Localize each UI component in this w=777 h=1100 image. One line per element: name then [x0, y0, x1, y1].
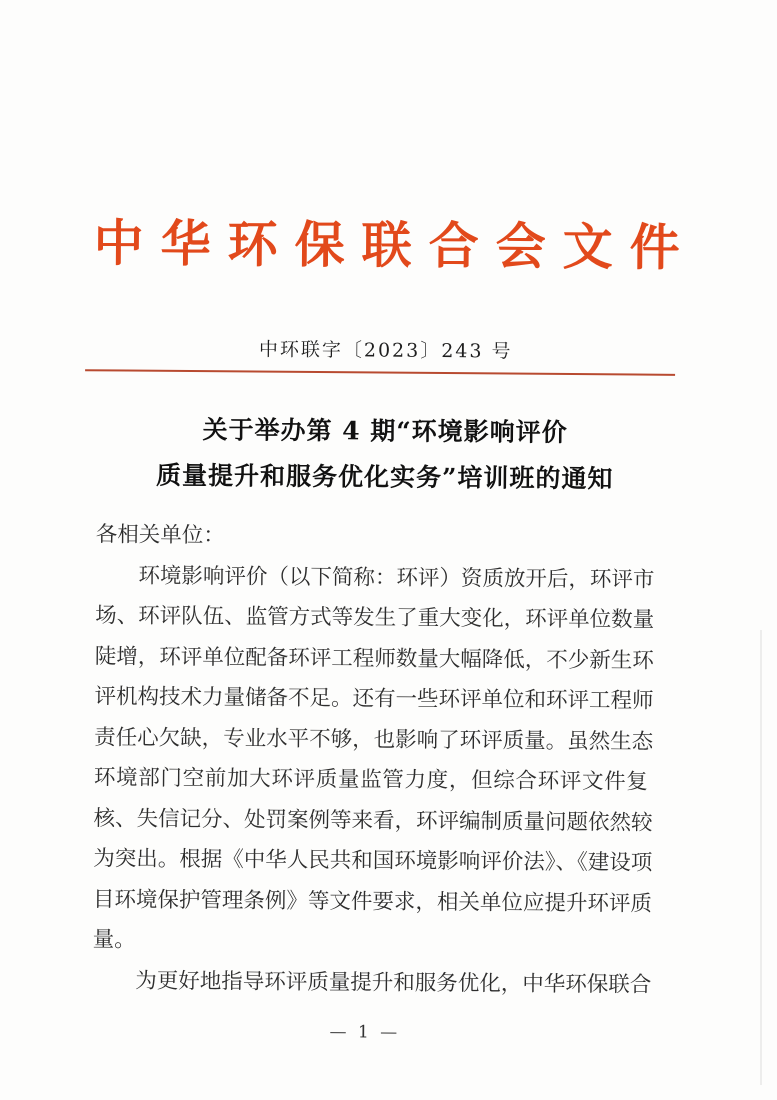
- document-title-line-2: 质量提升和服务优化实务”培训班的通知: [155, 460, 614, 494]
- paragraph1-line: 环境部门空前加大环评质量监管力度，但综合环评文件复: [93, 765, 648, 795]
- paragraph1-line: 责任心欠缺，专业水平不够，也影响了环评质量。虽然生态: [94, 724, 654, 755]
- document-title: [0, 406, 774, 504]
- paragraph1-line: 量。: [92, 927, 136, 953]
- paragraph1-line: 场、环评队伍、监管方式等发生了重大变化，环评单位数量: [95, 603, 655, 633]
- paragraph1-line: 目环境保护管理条例》等文件要求，相关单位应提升环评质: [92, 886, 653, 917]
- paragraph1-line: 陡增，环评单位配备环评工程师数量大幅降低，不少新生环: [94, 643, 654, 674]
- red-divider-line: [85, 369, 675, 376]
- salutation-line: 各相关单位：: [95, 522, 225, 549]
- document-title-line-1: 关于举办第 4 期“环境影响评价: [202, 415, 568, 448]
- paragraph2-line: 为更好地指导环评质量提升和服务优化，中华环保联合: [135, 968, 652, 998]
- red-header-org-title: 中华环保联合会文件: [93, 213, 697, 278]
- page-number: — 1 —: [329, 1022, 401, 1043]
- paragraph1-line: 为突出。根据《中华人民共和国环境影响评价法》、《建设项: [93, 846, 653, 876]
- scan-edge-artifact: [760, 630, 762, 1085]
- document-number: 中环联字〔2023〕243 号: [258, 338, 513, 363]
- paragraph1-line: 评机构技术力量储备不足。还有一些环评单位和环评工程师: [94, 684, 654, 714]
- document-body: [92, 515, 655, 1005]
- paragraph1-line: 环境影响评价（以下简称：环评）资质放开后，环评市: [138, 563, 655, 593]
- paragraph1-line: 核、失信记分、处罚案例等来看，环评编制质量问题依然较: [93, 805, 653, 836]
